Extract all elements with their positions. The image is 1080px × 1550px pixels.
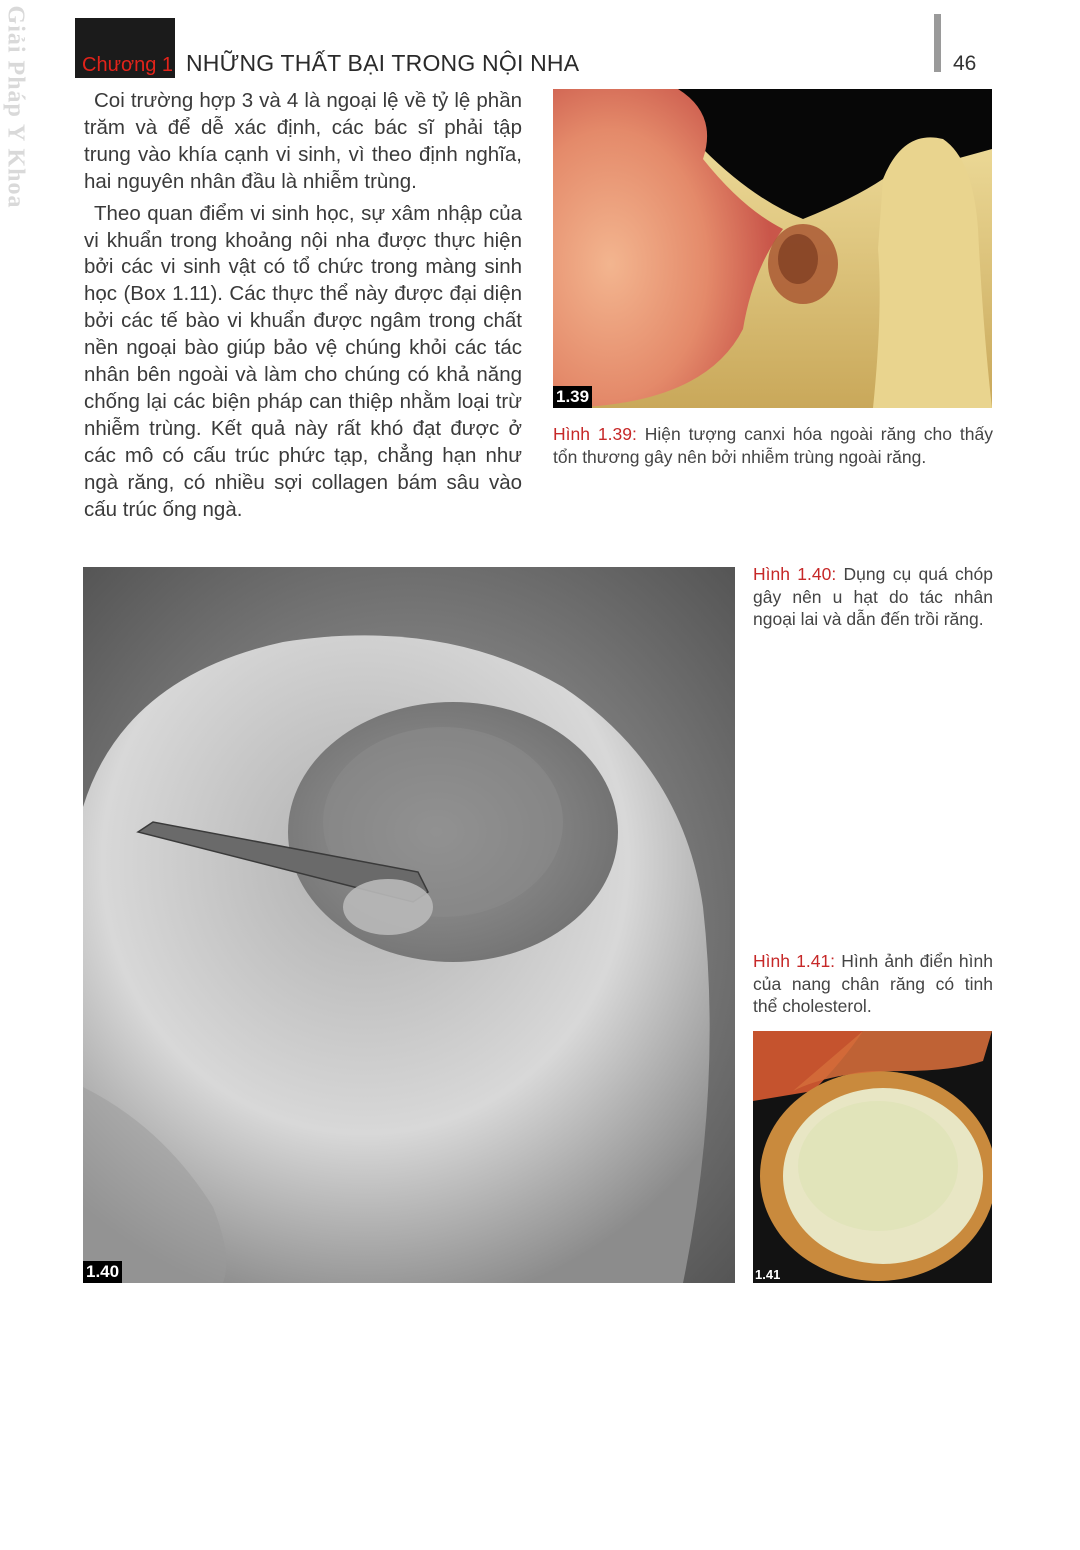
chapter-title: NHỮNG THẤT BẠI TRONG NỘI NHA [186,50,580,76]
body-paragraph: Theo quan điểm vi sinh học, sự xâm nhập của vi khuẩn trong khoảng nội nha được thực hiện bởi các vi sinh vật có tổ chức trong màng sinh học (Box 1.11). Các thực thể này được đại diện bởi các tế bào vi khuẩn được ngâm trong chất nền ngoại bào giúp bảo vệ chúng khỏi các tác nhân bên ngoài và làm cho chúng có khả năng chống lại các biện pháp can thiệp nhằm loại trừ nhiễm trùng. Kết quả này rất khó đạt được ở các mô có cấu trúc phức tạp, chẳng hạn như ngà răng, có nhiều sợi collagen bám sâu vào cấu trúc ống ngà. [84,201,522,521]
body-text [84,88,522,529]
watermark-text: Giải Pháp Y Khoa [2,5,29,209]
figure-1-39-caption-text: Hiện tượng canxi hóa ngoài răng cho thấy tổn thương gây nên bởi nhiễm trùng ngoài răng. [553,424,993,467]
figure-1-41-caption-label: Hình 1.41: [753,951,836,971]
figure-1-40-number: 1.40 [83,1261,122,1283]
figure-1-41-number: 1.41 [755,1267,781,1282]
figure-1-41-photo [753,1031,992,1283]
figure-1-41-caption-text: Hình ảnh điển hình của nang chân răng có tinh thể cholesterol. [753,951,993,1016]
page-divider-bar [934,14,941,72]
figure-1-40-photo [83,567,735,1283]
side-watermark [2,5,29,209]
figure-1-41-illustration [753,1031,992,1283]
figure-1-39-number: 1.39 [553,386,592,408]
figure-1-39-caption-label: Hình 1.39: [553,424,637,444]
chapter-label: Chương 1 [82,54,173,76]
figure-1-40-caption [753,563,993,631]
page-number: 46 [953,52,977,75]
figure-1-40-illustration [83,567,735,1283]
figure-1-40-caption-label: Hình 1.40: [753,564,837,584]
figure-1-41-caption [753,950,993,1018]
body-paragraph: Coi trường hợp 3 và 4 là ngoại lệ về tỷ lệ phần trăm và để dễ xác định, các bác sĩ phải tập trung vào khía cạnh vi sinh, vì theo định nghĩa, hai nguyên nhân đầu là nhiễm trùng. [84,89,522,193]
figure-1-39-photo [553,89,992,408]
figure-1-39-caption [553,423,993,468]
figure-1-40-caption-text: Dụng cụ quá chóp gây nên u hạt do tác nhân ngoại lai và dẫn đến trồi răng. [753,564,993,629]
figure-1-39-illustration [553,89,992,408]
